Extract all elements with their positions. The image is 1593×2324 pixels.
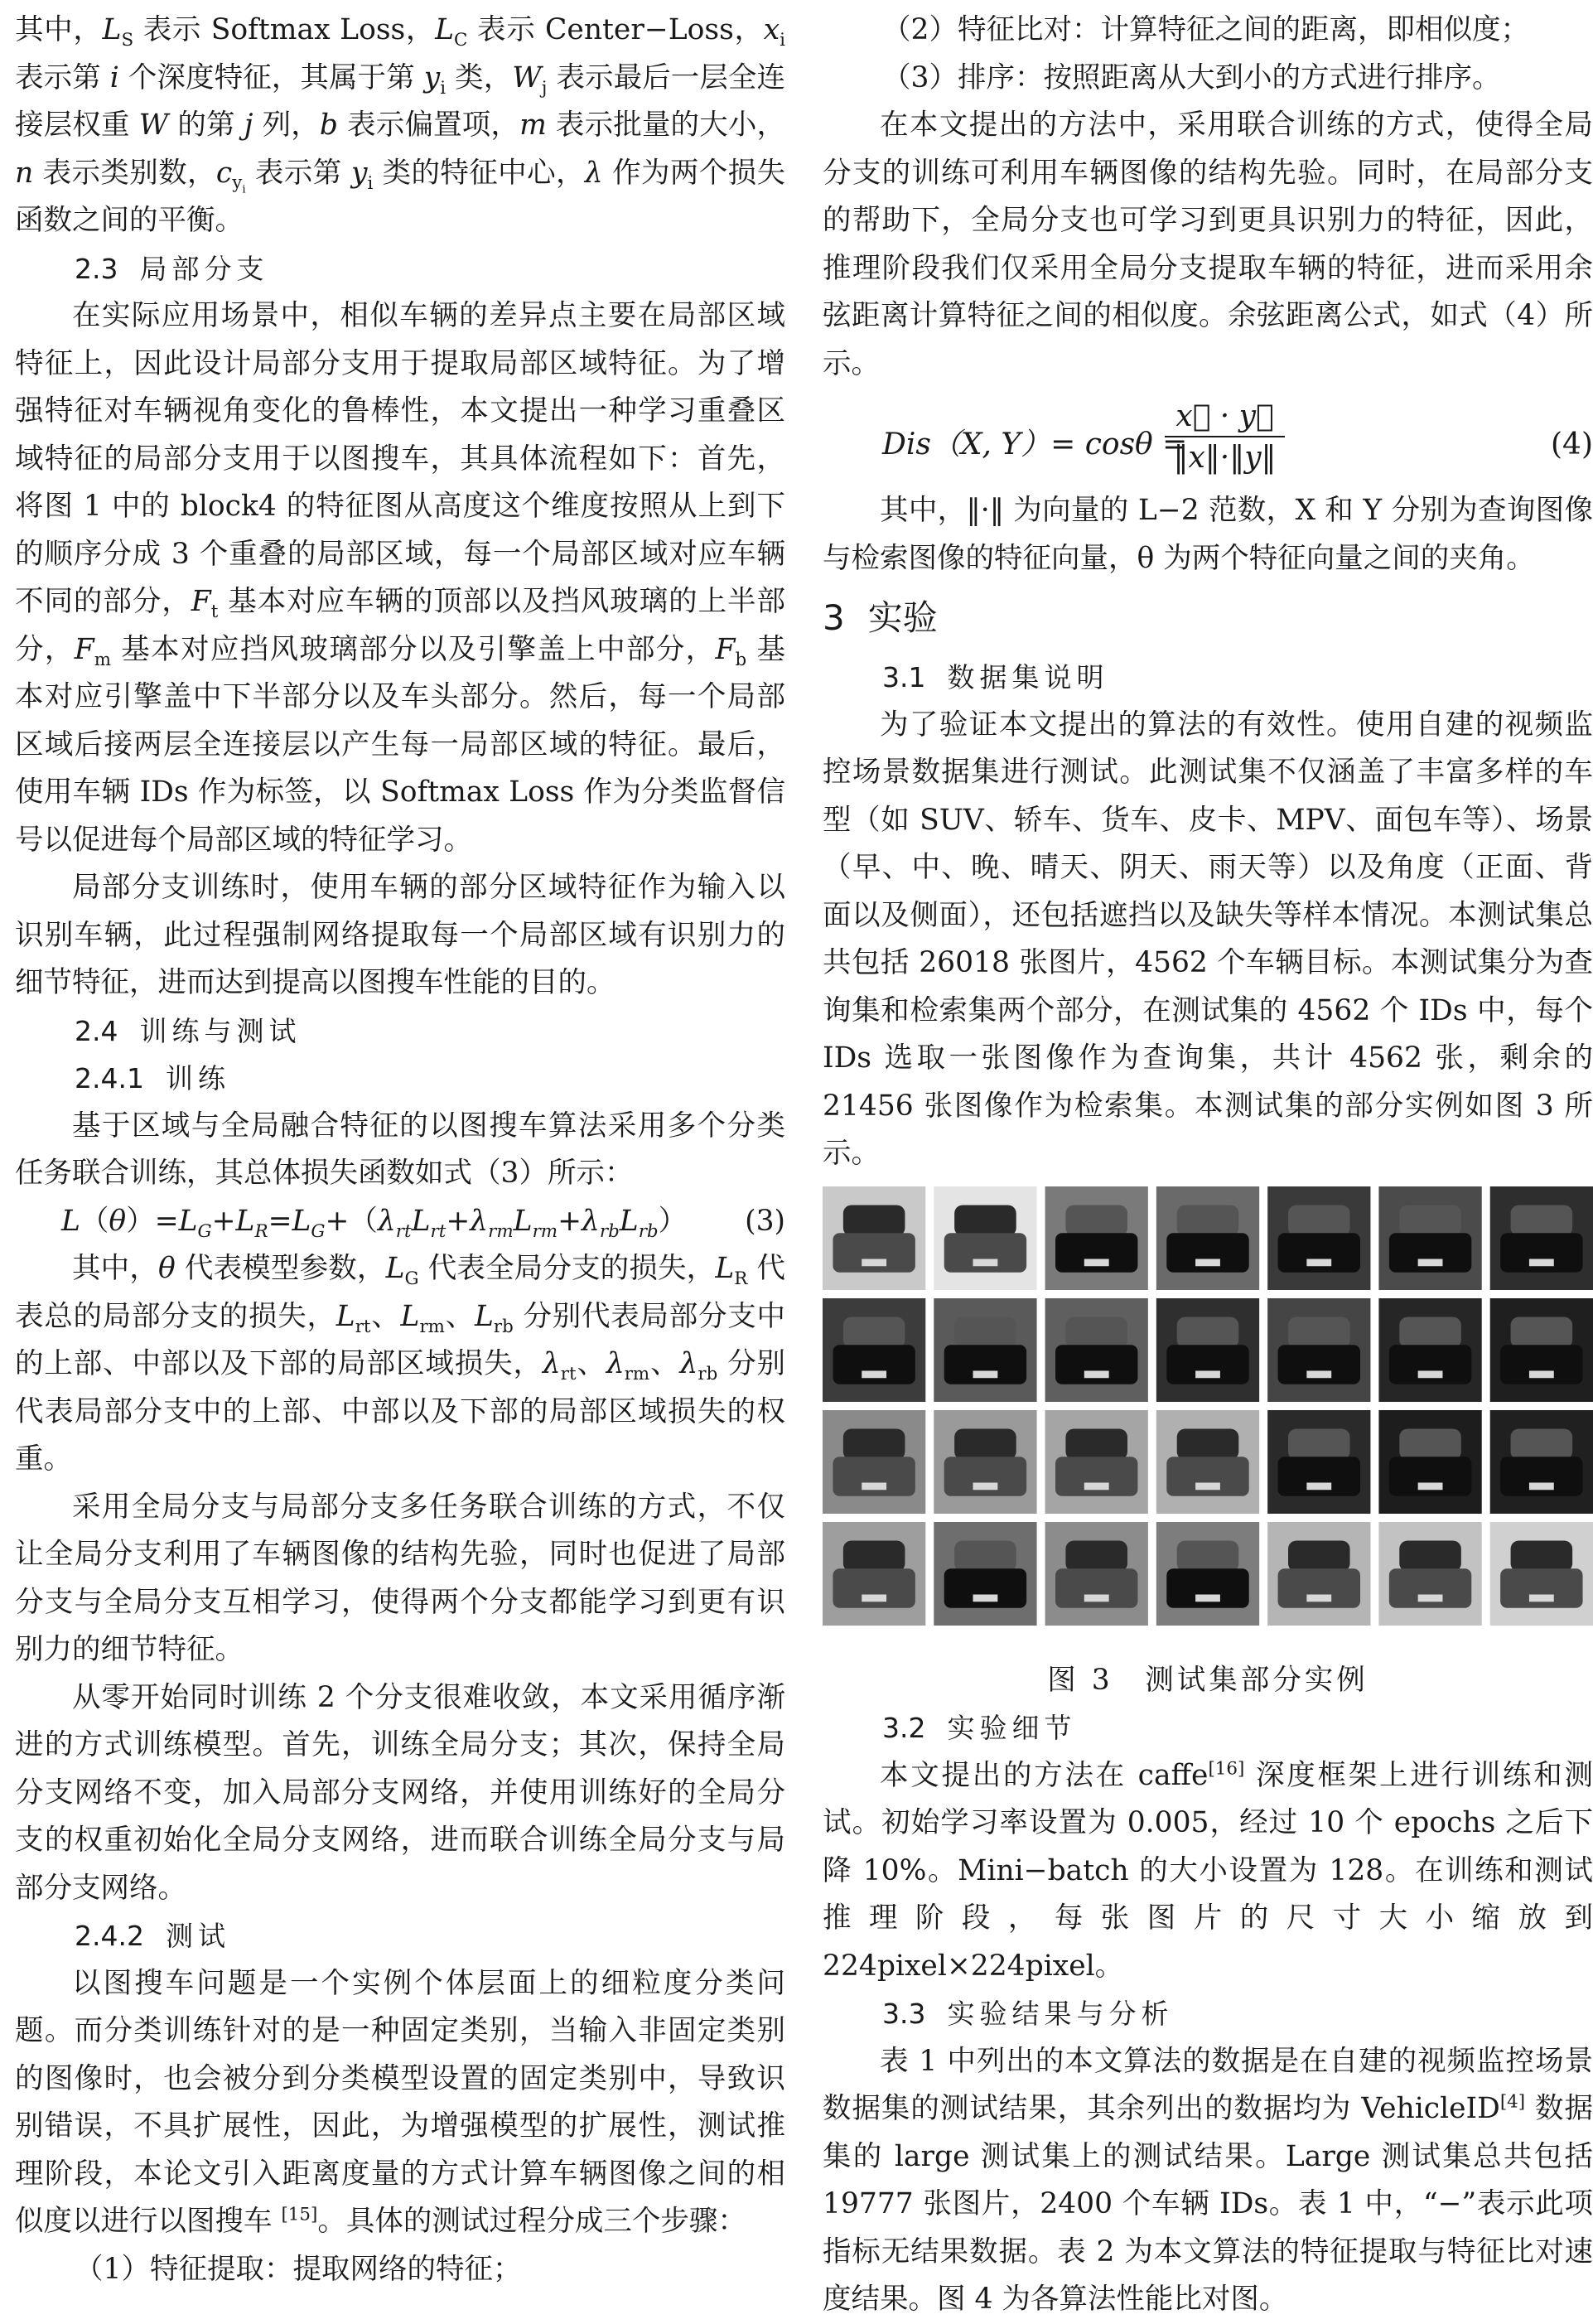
vehicle-thumbnail (1156, 1298, 1259, 1402)
section-heading-2-3: 2.3 局部分支 (75, 252, 269, 285)
vehicle-thumbnail (1267, 1298, 1370, 1402)
figure-3 (823, 1186, 1593, 1650)
section-heading-3-3: 3.3 实验结果与分析 (882, 1998, 1174, 2030)
vehicle-thumbnail (823, 1410, 925, 1514)
equation-3-number: (3) (745, 1204, 785, 1238)
vehicle-thumbnail (934, 1186, 1036, 1290)
section-heading-3-2: 3.2 实验细节 (882, 1712, 1077, 1744)
vehicle-thumbnail (1045, 1186, 1148, 1290)
section-heading-2-4-1: 2.4.1 训练 (75, 1062, 230, 1094)
equation-4-numerator: x⃗ · y⃗ (1165, 398, 1285, 437)
paragraph-joint-training: 在本文提出的方法中，采用联合训练的方式，使得全局分支的训练可利用车辆图像的结构先验。同时，在局部分支的帮助下，全局分支也可学习到更具识别力的特征，因此，推理阶段我们仅采用全局分支提取车辆的特征，进而采用余弦距离计算特征之间的相似度。余弦距离公式，如式（4）所示。 (823, 109, 1593, 380)
vehicle-thumbnail (1156, 1186, 1259, 1290)
vehicle-thumbnail (1267, 1186, 1370, 1290)
equation-4-number: (4) (1551, 428, 1593, 461)
paragraph-norm-explain: 其中，‖·‖ 为向量的 L−2 范数，X 和 Y 分别为查询图像与检索图像的特征向量，θ 为两个特征向量之间的夹角。 (823, 494, 1593, 575)
paragraph-loss-explain: 其中，θ 代表模型参数，$L_G$ 代表全局分支的损失，$L_R$ 代表总的局部分支的损失，$L_{rt}$、$L_{rm}$、$L_{rb}$ 分别代表局部分支中的上部、中部以及下部的局部区域损失，$\lambda_{rt}$、$\lambda_{rm}$、$\lambda_{rb}$ 分别代表局部分支中的上部、中部以及下部的局部区域损失的权重。 (15, 1252, 786, 1476)
paragraph-testing: 以图搜车问题是一个实例个体层面上的细粒度分类问题。而分类训练针对的是一种固定类别，当输入非固定类别的图像时，也会被分到分类模型设置的固定类别中，导致识别错误，不具扩展性，因此，为增强模型的扩展性，测试推理阶段，本论文引入距离度量的方式计算车辆图像之间的相似度以进行以图搜车 [15]。具体的测试过程分成三个步骤： (15, 1966, 785, 2238)
paragraph-local-training: 局部分支训练时，使用车辆的部分区域特征作为输入以识别车辆，此过程强制网络提取每一个局部区域有识别力的细节特征，进而达到提高以图搜车性能的目的。 (15, 871, 785, 999)
right-column (823, 7, 1593, 2324)
section-heading-2-4-2: 2.4.2 测试 (75, 1920, 230, 1952)
paragraph-training-intro: 基于区域与全局融合特征的以图搜车算法采用多个分类任务联合训练，其总体损失函数如式（3）所示： (15, 1109, 785, 1190)
vehicle-thumbnail (934, 1522, 1036, 1626)
vehicle-thumbnail (1490, 1298, 1593, 1402)
paragraph-local-branch: 在实际应用场景中，相似车辆的差异点主要在局部区域特征上，因此设计局部分支用于提取局部区域特征。为了增强特征对车辆视角变化的鲁棒性，本文提出一种学习重叠区域特征的局部分支用于以图搜车，其具体流程如下：首先，将图 1 中的 block4 的特征图从高度这个维度按照从上到下的顺序分成 3 个重叠的局部区域，每一个局部区域对应车辆不同的部分，$F_t$ 基本对应车辆的顶部以及挡风玻璃的上半部分，$F_m$ 基本对应挡风玻璃部分以及引擎盖上中部分，$F_b$ 基本对应引擎盖中下半部分以及车头部分。然后，每一个局部区域后接两层全连接层以产生每一局部区域的特征。最后，使用车辆 IDs 作为标签，以 Softmax Loss 作为分类监督信号以促进每个局部区域的特征学习。 (15, 299, 786, 857)
step-1: （1）特征提取：提取网络的特征； (75, 2252, 522, 2286)
vehicle-thumbnail (1267, 1522, 1370, 1626)
equation-4-fraction (1165, 398, 1285, 479)
vehicle-thumbnail (823, 1186, 925, 1290)
vehicle-thumbnail (1045, 1298, 1148, 1402)
section-heading-3-1: 3.1 数据集说明 (882, 661, 1109, 693)
paragraph-progressive: 从零开始同时训练 2 个分支很难收敛，本文采用循序渐进的方式训练模型。首先，训练全局分支；其次，保持全局分支网络不变，加入局部分支网络，并使用训练好的全局分支的权重初始化全局分支网络，进而联合训练全局分支与局部分支网络。 (15, 1680, 785, 1905)
equation-4-denominator: ‖x‖·‖y‖ (1173, 441, 1277, 475)
vehicle-thumbnail (823, 1298, 925, 1402)
vehicle-thumbnail (1490, 1186, 1593, 1290)
step-3: （3）排序：按照距离从大到小的方式进行排序。 (882, 60, 1501, 94)
vehicle-thumbnail (934, 1298, 1036, 1402)
vehicle-thumbnail (1378, 1410, 1481, 1514)
vehicle-thumbnail (1045, 1522, 1148, 1626)
vehicle-thumbnail (1378, 1298, 1481, 1402)
vehicle-thumbnail (1156, 1522, 1259, 1626)
paragraph-results: 表 1 中列出的本文算法的数据是在自建的视频监控场景数据集的测试结果，其余列出的数据均为 VehicleID[4] 数据集的 large 测试集上的测试结果。Large 测试集总共包括 19777 张图片，2400 个车辆 IDs。表 1 中，“−”表示此项指标无结果数据。表 2 为本文算法的特征提取与特征比对速度结果。图 4 为各算法性能比对图。 (823, 2044, 1593, 2316)
vehicle-thumbnail (1378, 1186, 1481, 1290)
vehicle-thumbnail (1490, 1522, 1593, 1626)
equation-3: $L(\theta)=L_G+L_R=L_G+(\lambda_{rt}L_{rt}+\lambda_{rm}L_{rm}+\lambda_{rb}L_{rb})$ (3) (15, 1198, 785, 1246)
vehicle-thumbnail (1156, 1410, 1259, 1514)
equation-4-lhs: Dis（X, Y）= cosθ = (882, 428, 1188, 461)
paragraph-intro: 其中，$L_S$ 表示 Softmax Loss，$L_C$ 表示 Center−Loss，$x_i$ 表示第 i 个深度特征，其属于第 $y_i$ 类，$W_j$ 表示最后一层全连接层权重 W 的第 j 列，b 表示偏置项，m 表示批量的大小，n 表示类别数，$c_{y_i}$ 表示第 $y_i$ 类的特征中心，λ 作为两个损失函数之间的平衡。 (15, 13, 786, 237)
vehicle-thumbnail (823, 1522, 925, 1626)
section-heading-3: 3 实验 (823, 597, 938, 638)
figure-3-caption: 图 3 测试集部分实例 (1047, 1663, 1369, 1697)
paragraph-dataset: 为了验证本文提出的算法的有效性。使用自建的视频监控场景数据集进行测试。此测试集不仅涵盖了丰富多样的车型（如 SUV、轿车、货车、皮卡、MPV、面包车等）、场景（早、中、晚、晴天、阴天、雨天等）以及角度（正面、背面以及侧面），还包括遮挡以及缺失等样本情况。本测试集总共包括 26018 张图片，4562 个车辆目标。本测试集分为查询集和检索集两个部分，在测试集的 4562 个 IDs 中，每个 IDs 选取一张图像作为查询集，共计 4562 张，剩余的 21456 张图像作为检索集。本测试集的部分实例如图 3 所示。 (823, 708, 1593, 1170)
step-2: （2）特征比对：计算特征之间的距离，即相似度； (882, 13, 1529, 46)
vehicle-thumbnail (1490, 1410, 1593, 1514)
section-heading-2-4: 2.4 训练与测试 (75, 1014, 302, 1047)
paragraph-multitask: 采用全局分支与局部分支多任务联合训练的方式，不仅让全局分支利用了车辆图像的结构先验，同时也促进了局部分支与全局分支互相学习，使得两个分支都能学习到更有识别力的细节特征。 (15, 1490, 785, 1666)
vehicle-thumbnail (1267, 1410, 1370, 1514)
vehicle-thumbnail (1045, 1410, 1148, 1514)
vehicle-image-grid (823, 1186, 1593, 1626)
vehicle-thumbnail (1378, 1522, 1481, 1626)
vehicle-thumbnail (934, 1410, 1036, 1514)
left-column (15, 7, 785, 2293)
equation-4 (823, 393, 1593, 484)
paragraph-details: 本文提出的方法在 caffe[16] 深度框架上进行训练和测试。初始学习率设置为 0.005，经过 10 个 epochs 之后下降 10%。Mini−batch 的大小设置为 128。在训练和测试推理阶段，每张图片的尺寸大小缩放到 224pixel×224pixel。 (823, 1758, 1593, 1983)
